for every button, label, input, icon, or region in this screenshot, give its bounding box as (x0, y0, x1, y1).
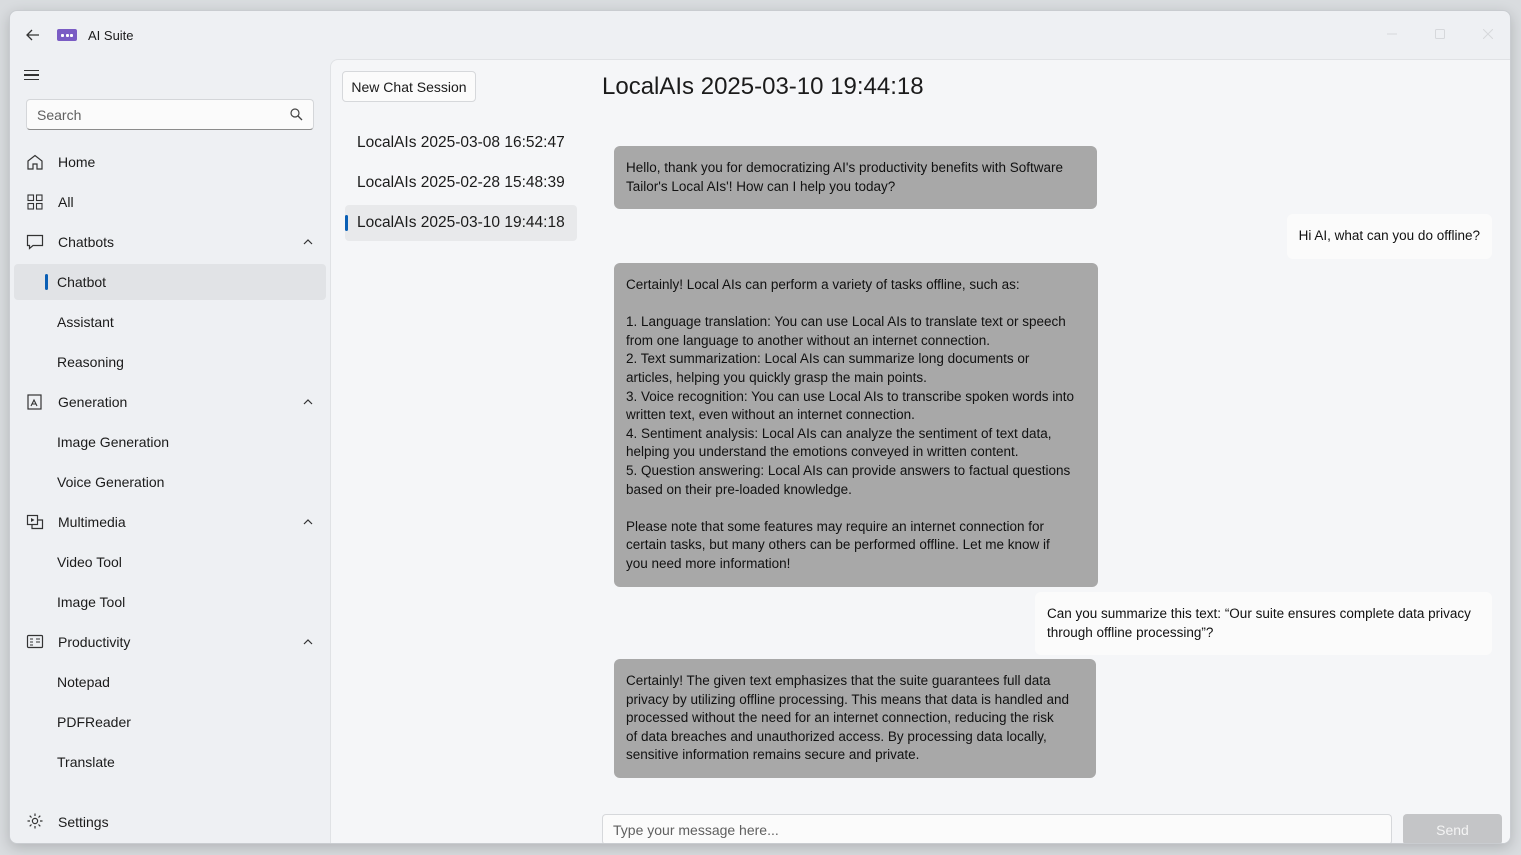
chat-title: LocalAIs 2025-03-10 19:44:18 (602, 73, 924, 100)
user-message: Can you summarize this text: “Our suite ensures complete data privacy through offline processing”? (1035, 592, 1492, 655)
sidebar-item-label: All (58, 194, 74, 210)
hamburger-icon (24, 70, 39, 72)
session-item[interactable] (345, 125, 577, 161)
sidebar-item-image-tool[interactable] (14, 584, 326, 620)
chevron-up-icon[interactable] (302, 396, 314, 408)
main-content (330, 59, 1511, 844)
sidebar-item-label: Image Generation (57, 434, 170, 450)
search-input[interactable] (27, 100, 277, 129)
minimize-button[interactable] (1382, 25, 1402, 43)
sidebar-item-label: Voice Generation (57, 474, 165, 490)
ai-message: Certainly! Local AIs can perform a variety of tasks offline, such as: 1. Language translation: You can use Local AIs to translate text or speech from one language to another without an internet connection. 2. Text summarization: Local AIs can summarize long documents or articles, helping you quickly grasp the main points. 3. Voice recognition: You can use Local AIs to transcribe spoken words into written text, even without an internet connection. 4. Sentiment analysis: Local AIs can analyze the sentiment of text data, helping you understand the emotions conveyed in written content. 5. Question answering: Local AIs can provide answers to factual questions based on their pre-loaded knowledge. Please note that some features may require an internet connection for certain tasks, but many others can be performed offline. Let me know if you need more information! (614, 263, 1098, 587)
chevron-up-icon[interactable] (302, 636, 314, 648)
maximize-icon (1435, 29, 1445, 39)
app-title: AI Suite (88, 28, 134, 43)
sidebar-nav (14, 144, 326, 784)
multimedia-icon (26, 514, 44, 530)
session-label: LocalAIs 2025-03-08 16:52:47 (357, 134, 565, 151)
ai-message: Certainly! The given text emphasizes that the suite guarantees full data privacy by utilizing offline processing. This means that data is handled and processed without the need for an internet connection, reducing the risk of data breaches and unauthorized access. By processing data locally, sensitive information remains secure and private. (614, 659, 1096, 778)
session-item-selected[interactable] (345, 205, 577, 241)
back-arrow-icon (26, 29, 40, 41)
chat-icon (26, 234, 44, 250)
sidebar-item-label: Assistant (57, 314, 114, 330)
sidebar-item-translate[interactable] (14, 744, 326, 780)
user-message: Hi AI, what can you do offline? (1287, 214, 1492, 259)
menu-toggle-button[interactable] (24, 66, 44, 84)
new-chat-session-button[interactable]: New Chat Session (342, 71, 476, 102)
settings-label: Settings (58, 814, 109, 830)
search-box[interactable] (26, 99, 314, 130)
sidebar-item-image-generation[interactable] (14, 424, 326, 460)
message-input[interactable] (603, 815, 1391, 844)
sidebar-item-label: Chatbots (58, 234, 115, 250)
close-button[interactable] (1478, 25, 1498, 43)
sidebar-item-label: Productivity (58, 634, 131, 650)
grid-icon (26, 194, 44, 210)
sidebar-item-label: Reasoning (57, 354, 124, 370)
sidebar-item-notepad[interactable] (14, 664, 326, 700)
sidebar-item-label: Video Tool (57, 554, 122, 570)
sidebar-item-label: PDFReader (57, 714, 131, 730)
app-window (9, 10, 1511, 844)
productivity-icon (26, 634, 44, 650)
session-label: LocalAIs 2025-02-28 15:48:39 (357, 174, 565, 191)
back-button[interactable] (22, 25, 44, 45)
sidebar-item-multimedia[interactable] (14, 504, 326, 540)
sidebar-item-label: Translate (57, 754, 115, 770)
sidebar-item-label: Generation (58, 394, 128, 410)
send-button[interactable]: Send (1403, 814, 1502, 844)
sidebar-item-home[interactable] (14, 144, 326, 180)
ai-message: Hello, thank you for democratizing AI's productivity benefits with Software Tailor's Local AIs'! How can I help you today? (614, 146, 1097, 209)
chevron-up-icon[interactable] (302, 516, 314, 528)
sidebar-item-label: Multimedia (58, 514, 126, 530)
chevron-up-icon[interactable] (302, 236, 314, 248)
session-list (345, 125, 577, 245)
sidebar-item-label: Notepad (57, 674, 110, 690)
session-item[interactable] (345, 165, 577, 201)
sidebar-item-video-tool[interactable] (14, 544, 326, 580)
gear-icon (26, 812, 44, 830)
home-icon (26, 154, 44, 170)
sidebar-item-chatbot[interactable] (14, 264, 326, 300)
title-bar (10, 11, 1510, 59)
selection-indicator (45, 274, 48, 290)
sidebar-item-reasoning[interactable] (14, 344, 326, 380)
message-input-box[interactable] (602, 814, 1392, 844)
sidebar-item-label: Chatbot (57, 274, 107, 290)
sidebar-item-all[interactable] (14, 184, 326, 220)
sidebar-item-chatbots[interactable] (14, 224, 326, 260)
sidebar-item-pdfreader[interactable] (14, 704, 326, 740)
generation-icon (26, 394, 44, 410)
session-label: LocalAIs 2025-03-10 19:44:18 (357, 214, 565, 231)
sidebar-item-assistant[interactable] (14, 304, 326, 340)
sidebar-item-label: Image Tool (57, 594, 126, 610)
close-icon (1483, 29, 1493, 39)
sidebar-item-label: Home (58, 154, 96, 170)
sidebar-item-voice-generation[interactable] (14, 464, 326, 500)
search-icon[interactable] (290, 108, 303, 121)
minimize-icon (1387, 29, 1397, 39)
sidebar-item-productivity[interactable] (14, 624, 326, 660)
selection-indicator (345, 215, 348, 231)
app-logo-icon (57, 29, 77, 41)
sidebar-item-generation[interactable] (14, 384, 326, 420)
maximize-button[interactable] (1430, 25, 1450, 43)
sidebar-item-settings[interactable] (14, 803, 326, 839)
